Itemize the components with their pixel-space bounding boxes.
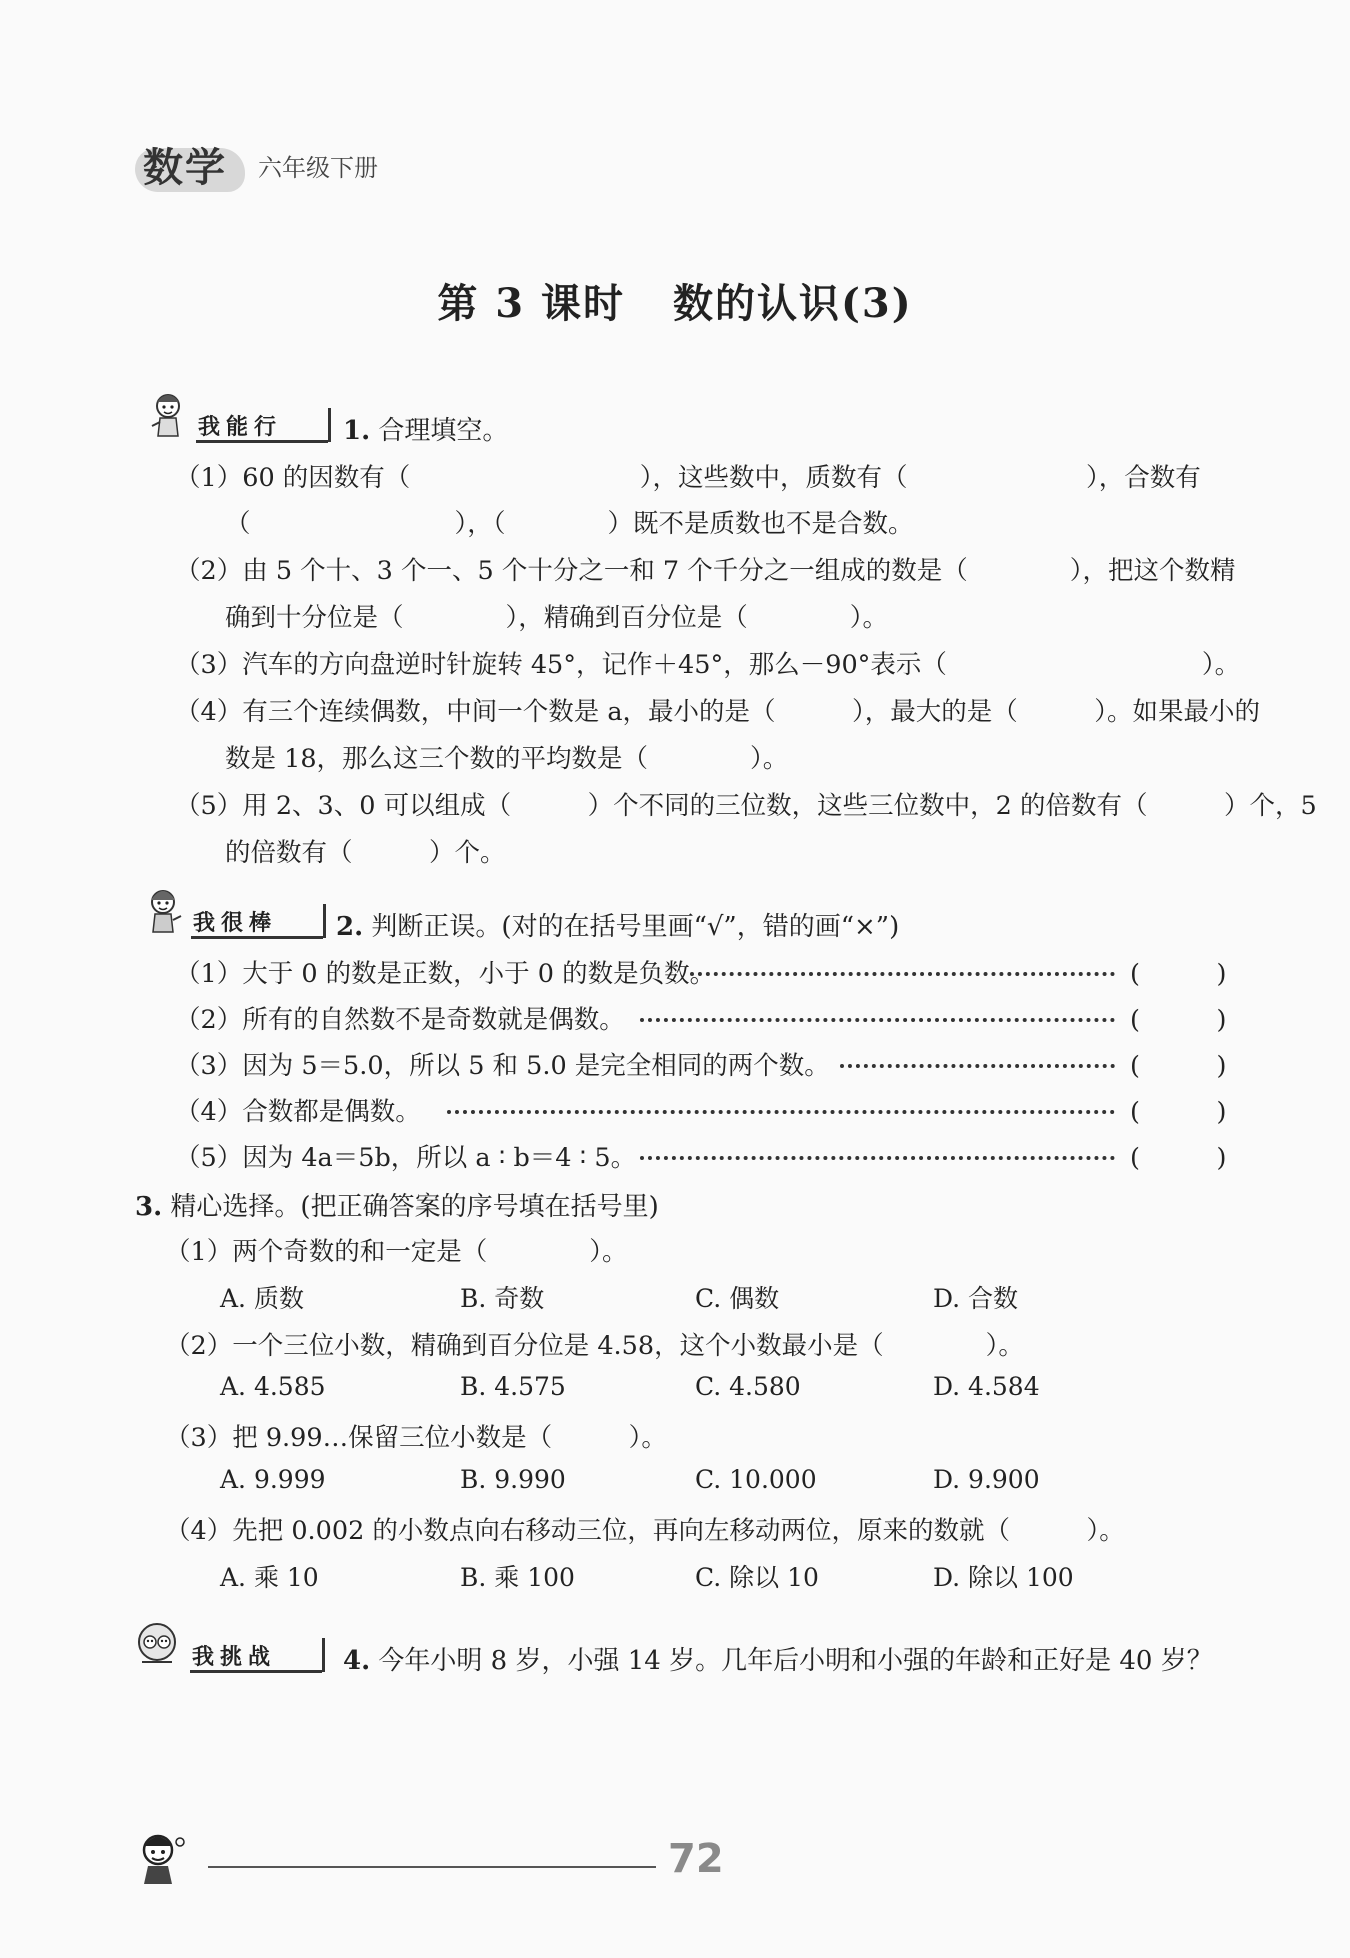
badge-divider <box>323 904 326 938</box>
answer-parentheses[interactable]: ( ) <box>1130 959 1227 989</box>
option-a[interactable]: A. 乘 10 <box>220 1563 319 1592</box>
question-1-heading <box>343 410 508 447</box>
lesson-topic: 数的认识(3) <box>673 280 913 327</box>
question-title: 精心选择。(把正确答案的序号填在括号里) <box>170 1192 659 1222</box>
mascot-group-icon <box>136 1620 178 1674</box>
badge-underline <box>191 936 323 939</box>
q1-line: （1）60 的因数有（ ），这些数中，质数有（ ），合数有 <box>175 463 1201 493</box>
question-2-heading <box>336 906 899 943</box>
option-d[interactable]: D. 4.584 <box>933 1372 1040 1401</box>
grade-label: 六年级下册 <box>258 154 378 182</box>
q1-line: （ ），（ ）既不是质数也不是合数。 <box>225 509 914 539</box>
question-title: 今年小明 8 岁，小强 14 岁。几年后小明和小强的年龄和正好是 40 岁？ <box>378 1646 1213 1676</box>
q1-line: （4）有三个连续偶数，中间一个数是 a，最小的是（ ），最大的是（ ）。如果最小的 <box>175 697 1261 727</box>
leader-dots <box>840 1064 1115 1068</box>
q2-statement: （2）所有的自然数不是奇数就是偶数。 <box>175 1005 625 1035</box>
q1-line: 的倍数有（ ）个。 <box>225 838 506 868</box>
mascot-icon <box>143 886 185 940</box>
option-b[interactable]: B. 乘 100 <box>460 1563 575 1592</box>
q1-line: （3）汽车的方向盘逆时针旋转 45°，记作＋45°，那么－90°表示（ ）。 <box>175 650 1241 680</box>
leader-dots <box>640 1156 1115 1160</box>
section-label: 我能行 <box>198 415 283 440</box>
leader-dots <box>447 1110 1115 1114</box>
section-badge-challenge <box>136 1634 326 1674</box>
q2-statement: （1）大于 0 的数是正数，小于 0 的数是负数。 <box>175 959 716 989</box>
answer-parentheses[interactable]: ( ) <box>1130 1097 1227 1127</box>
answer-parentheses[interactable]: ( ) <box>1130 1005 1227 1035</box>
answer-parentheses[interactable]: ( ) <box>1130 1143 1227 1173</box>
option-c[interactable]: C. 偶数 <box>695 1284 780 1313</box>
q3-stem: （2）一个三位小数，精确到百分位是 4.58，这个小数最小是（ ）。 <box>165 1331 1024 1361</box>
option-c[interactable]: C. 4.580 <box>695 1372 801 1401</box>
question-number: 2. <box>336 912 364 942</box>
q1-line: 数是 18，那么这三个数的平均数是（ ）。 <box>225 744 789 774</box>
section-badge-i-can <box>148 404 328 444</box>
q1-line: （2）由 5 个十、3 个一、5 个十分之一和 7 个千分之一组成的数是（ ），把这个数精 <box>175 556 1236 586</box>
question-number: 1. <box>343 416 371 446</box>
option-a[interactable]: A. 质数 <box>220 1284 304 1313</box>
footer-rule <box>208 1866 656 1868</box>
q1-line: 确到十分位是（ ），精确到百分位是（ ）。 <box>225 603 889 633</box>
question-title: 合理填空。 <box>378 416 509 446</box>
option-d[interactable]: D. 除以 100 <box>933 1563 1074 1592</box>
lesson-title <box>0 272 1350 329</box>
option-d[interactable]: D. 9.900 <box>933 1465 1040 1494</box>
badge-divider <box>328 408 331 442</box>
leader-dots <box>690 972 1115 976</box>
section-label: 我挑战 <box>192 1645 277 1670</box>
option-a[interactable]: A. 9.999 <box>220 1465 326 1494</box>
q2-statement: （3）因为 5＝5.0，所以 5 和 5.0 是完全相同的两个数。 <box>175 1051 830 1081</box>
option-b[interactable]: B. 4.575 <box>460 1372 566 1401</box>
subject-title: 数学 <box>143 145 227 191</box>
question-number: 4. <box>343 1646 371 1676</box>
question-number: 3. <box>135 1192 163 1222</box>
q1-line: （5）用 2、3、0 可以组成（ ）个不同的三位数，这些三位数中，2 的倍数有（ ）个，5 <box>175 791 1317 821</box>
mascot-icon <box>148 390 190 444</box>
option-c[interactable]: C. 除以 10 <box>695 1563 819 1592</box>
footer-mascot-icon <box>132 1830 196 1892</box>
page-number: 72 <box>668 1836 724 1882</box>
option-a[interactable]: A. 4.585 <box>220 1372 326 1401</box>
question-title: 判断正误。(对的在括号里画“√”，错的画“×”) <box>371 912 900 942</box>
option-c[interactable]: C. 10.000 <box>695 1465 817 1494</box>
section-label: 我很棒 <box>193 911 278 936</box>
q3-stem: （3）把 9.99…保留三位小数是（ ）。 <box>165 1423 667 1453</box>
option-d[interactable]: D. 合数 <box>933 1284 1019 1313</box>
q2-statement: （4）合数都是偶数。 <box>175 1097 421 1127</box>
option-b[interactable]: B. 9.990 <box>460 1465 566 1494</box>
question-4-heading <box>343 1640 1213 1677</box>
answer-parentheses[interactable]: ( ) <box>1130 1051 1227 1081</box>
section-badge-very-good <box>143 900 328 940</box>
question-3-heading <box>135 1186 659 1223</box>
lesson-number: 第 3 课时 <box>437 280 625 327</box>
q3-stem: （1）两个奇数的和一定是（ ）。 <box>165 1237 628 1267</box>
q2-statement: （5）因为 4a＝5b，所以 a ∶ b＝4 ∶ 5。 <box>175 1143 637 1173</box>
option-b[interactable]: B. 奇数 <box>460 1284 545 1313</box>
leader-dots <box>640 1018 1115 1022</box>
badge-underline <box>196 440 328 443</box>
q3-stem: （4）先把 0.002 的小数点向右移动三位，再向左移动两位，原来的数就（ ）。 <box>165 1516 1125 1546</box>
badge-divider <box>322 1638 325 1672</box>
badge-underline <box>190 1670 322 1673</box>
